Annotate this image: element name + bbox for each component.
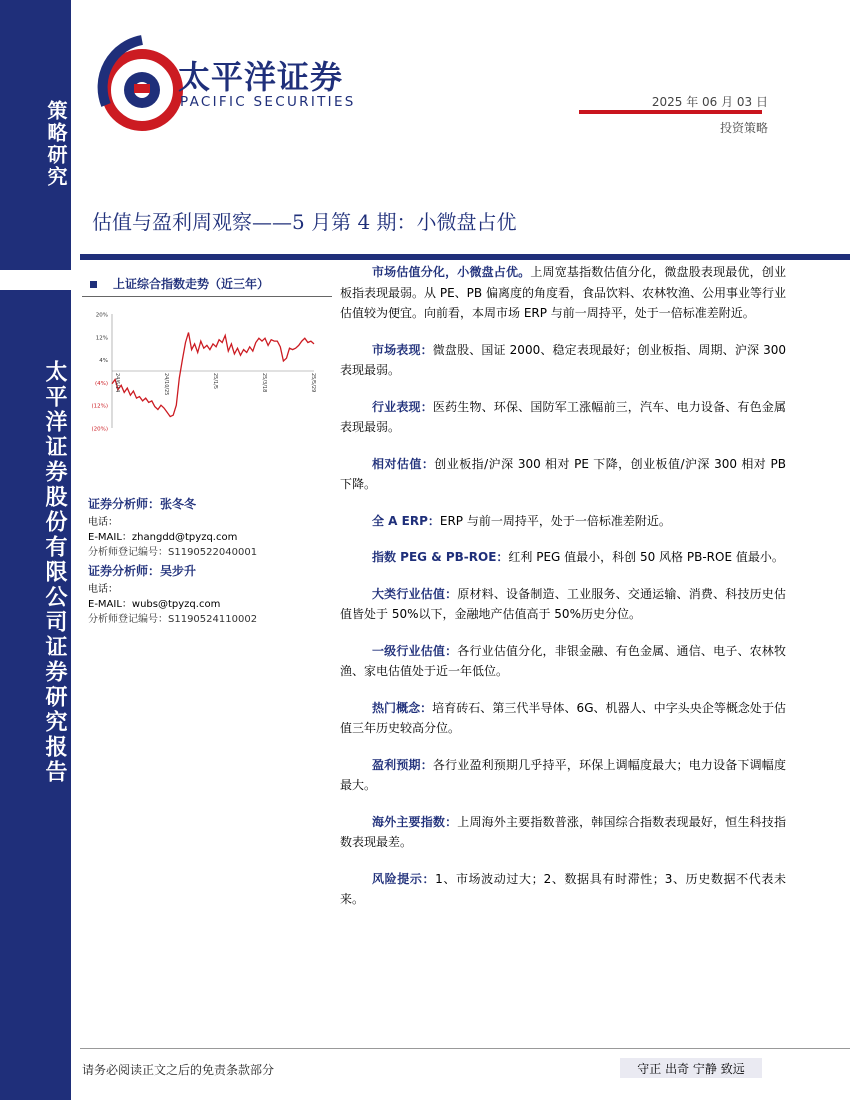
- paragraph-text: 培育砖石、第三代半导体、6G、机器人、中字头央企等概念处于估值三年历史较高分位。: [340, 700, 786, 735]
- paragraph-heading: 风险提示：: [372, 871, 436, 886]
- paragraph-text: 各行业估值分化，非银金融、有色金属、通信、电子、农林牧渔、家电估值处于近一年低位。: [340, 643, 786, 678]
- paragraph-heading: 大类行业估值：: [372, 586, 458, 601]
- chart-heading: [90, 275, 269, 292]
- analyst-reg-number: 分析师登记编号：S1190524110002: [88, 614, 258, 625]
- y-tick-label: 12%: [95, 335, 108, 342]
- paragraph-heading: 行业表现：: [372, 399, 433, 414]
- paragraph-heading: 市场表现：: [372, 342, 433, 357]
- paragraph-heading: 盈利预期：: [372, 757, 433, 772]
- summary-paragraph: [340, 397, 786, 438]
- paragraph-text: 上周宽基指数估值分化，微盘股表现最优，创业板指表现最弱。从 PE、PB 偏离度的角度看，食品饮料、农林牧渔、公用事业等行业估值较为便宜。向前看，本周市场 ERP 与前一周持平，处于一倍标准差附近。: [340, 265, 786, 320]
- analyst-name: 证券分析师：张冬冬: [88, 497, 197, 511]
- paragraph-text: ERP 与前一周持平，处于一倍标准差附近。: [439, 513, 671, 528]
- summary-paragraph: [340, 262, 786, 324]
- paragraph-heading: 海外主要指数：: [372, 814, 458, 829]
- paragraph-text: 上周海外主要指数普涨，韩国综合指数表现最好，恒生科技指数表现最差。: [340, 814, 786, 849]
- analyst-name: 证券分析师：吴步升: [88, 564, 197, 578]
- y-tick-label: (4%): [94, 380, 108, 387]
- summary-paragraph: [340, 584, 786, 625]
- report-date: 2025 年 06 月 03 日: [651, 95, 768, 109]
- paragraph-text: 医药生物、环保、国防军工涨幅前三，汽车、电力设备、有色金属表现最弱。: [340, 399, 786, 434]
- sidebar-separator: [0, 270, 71, 290]
- analyst-phone: 电话：: [88, 517, 118, 528]
- y-tick-label: (20%): [91, 426, 108, 433]
- chart-rule: [82, 296, 332, 297]
- paragraph-heading: 相对估值：: [372, 456, 435, 471]
- x-tick-label: 25/5/29: [310, 373, 316, 393]
- paragraph-heading: 热门概念：: [372, 700, 433, 715]
- left-sidebar: [0, 0, 71, 1100]
- index-trend-chart: [82, 306, 322, 436]
- analyst-1: [88, 495, 338, 560]
- analyst-email: E-MAIL：zhangdd@tpyzq.com: [88, 532, 238, 543]
- summary-paragraph: [340, 547, 786, 568]
- analyst-email: E-MAIL：wubs@tpyzq.com: [88, 599, 221, 610]
- sidebar-category-label: 策略研究: [44, 100, 68, 188]
- header-accent-line: [579, 110, 762, 114]
- summary-body: [340, 262, 786, 926]
- x-tick-label: 25/3/18: [261, 373, 267, 393]
- chart-heading-text: 上证综合指数走势（近三年）: [113, 277, 270, 291]
- summary-paragraph: [340, 698, 786, 739]
- footer-rule: [80, 1048, 850, 1049]
- paragraph-heading: 一级行业估值：: [372, 643, 458, 658]
- x-tick-label: 24/10/25: [163, 373, 169, 396]
- footer-disclaimer: 请务必阅读正文之后的免责条款部分: [82, 1063, 275, 1077]
- paragraph-text: 各行业盈利预期几乎持平，环保上调幅度最大；电力设备下调幅度最大。: [340, 757, 786, 792]
- summary-paragraph: [340, 641, 786, 682]
- report-title: 估值与盈利周观察——5 月第 4 期：小微盘占优: [92, 210, 517, 234]
- summary-paragraph: [340, 511, 786, 532]
- y-tick-label: 4%: [99, 358, 108, 365]
- report-type: 投资策略: [719, 121, 768, 135]
- footer-motto: 守正 出奇 宁静 致远: [620, 1058, 762, 1078]
- title-rule: [80, 254, 850, 260]
- summary-paragraph: [340, 755, 786, 796]
- analyst-phone: 电话：: [88, 584, 118, 595]
- paragraph-text: 微盘股、国证 2000、稳定表现最好；创业板指、周期、沪深 300 表现最弱。: [340, 342, 786, 377]
- analyst-2: [88, 562, 338, 627]
- paragraph-text: 红利 PEG 值最小，科创 50 风格 PB-ROE 值最小。: [508, 550, 784, 564]
- square-bullet-icon: [90, 281, 97, 288]
- y-tick-label: 20%: [95, 312, 108, 319]
- y-tick-label: (12%): [91, 403, 108, 410]
- company-logo-icon: [94, 20, 184, 135]
- x-tick-label: 25/1/5: [212, 373, 218, 390]
- paragraph-text: 1、市场波动过大；2、数据具有时滞性；3、历史数据不代表未来。: [340, 871, 786, 906]
- paragraph-heading: 指数 PEG & PB-ROE：: [372, 550, 509, 564]
- paragraph-heading: 市场估值分化，小微盘占优。: [372, 265, 531, 279]
- paragraph-text: 原材料、设备制造、工业服务、交通运输、消费、科技历史估值皆处于 50%以下，金融地产估值高于 50%历史分位。: [340, 586, 786, 621]
- sidebar-company-label: 太平洋证券股份有限公司证券研究报告: [42, 360, 68, 785]
- logo-name-en: PACIFIC SECURITIES: [180, 94, 356, 110]
- paragraph-text: 创业板指/沪深 300 相对 PE 下降，创业板值/沪深 300 相对 PB 下降。: [340, 456, 786, 491]
- summary-paragraph: [340, 812, 786, 853]
- summary-paragraph: [340, 454, 786, 495]
- summary-paragraph: [340, 340, 786, 381]
- analyst-reg-number: 分析师登记编号：S1190522040001: [88, 547, 258, 558]
- summary-paragraph: [340, 869, 786, 910]
- paragraph-heading: 全 A ERP：: [372, 513, 440, 528]
- x-tick-label: 24/6/14: [114, 373, 120, 393]
- logo-name-cn: 太平洋证券: [178, 58, 344, 96]
- analyst-block: [88, 495, 338, 627]
